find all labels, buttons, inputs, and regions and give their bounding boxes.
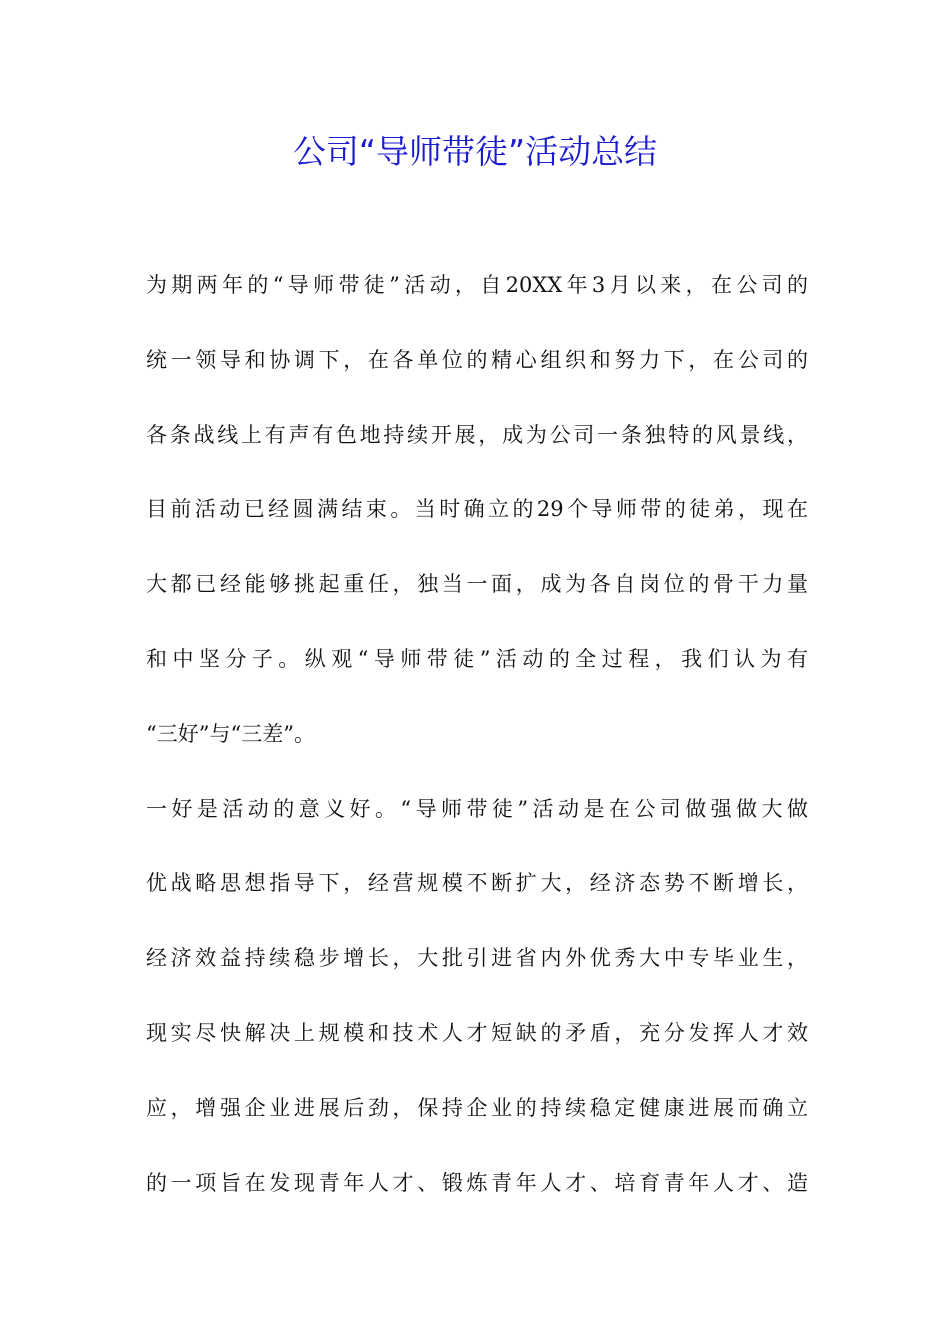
body-line: 经济效益持续稳步增长，大批引进省内外优秀大中专毕业生， [146, 946, 808, 971]
body-line: 和中坚分子。纵观“导师带徒”活动的全过程，我们认为有 [146, 646, 808, 671]
body-line: 优战略思想指导下，经营规模不断扩大，经济态势不断增长， [146, 871, 808, 896]
body-line: 的一项旨在发现青年人才、锻炼青年人才、培育青年人才、造 [146, 1170, 808, 1195]
body-line: 各条战线上有声有色地持续开展，成为公司一条独特的风景线， [146, 422, 808, 447]
body-line: 目前活动已经圆满结束。当时确立的29个导师带的徒弟，现在 [146, 497, 808, 522]
body-line: 应，增强企业进展后劲，保持企业的持续稳定健康进展而确立 [146, 1095, 808, 1120]
body-line: “三好”与“三差”。 [146, 721, 315, 746]
body-line: 为期两年的“导师带徒”活动，自20XX年3月以来，在公司的 [146, 273, 808, 297]
body-line: 一好是活动的意义好。“导师带徒”活动是在公司做强做大做 [146, 796, 808, 821]
document-body [146, 262, 808, 1234]
body-line: 现实尽快解决上规模和技术人才短缺的矛盾，充分发挥人才效 [146, 1020, 808, 1045]
document-title: 公司“导师带徒”活动总结 [292, 132, 658, 171]
body-line: 统一领导和协调下，在各单位的精心组织和努力下，在公司的 [146, 347, 808, 372]
body-line: 大都已经能够挑起重任，独当一面，成为各自岗位的骨干力量 [146, 572, 808, 597]
